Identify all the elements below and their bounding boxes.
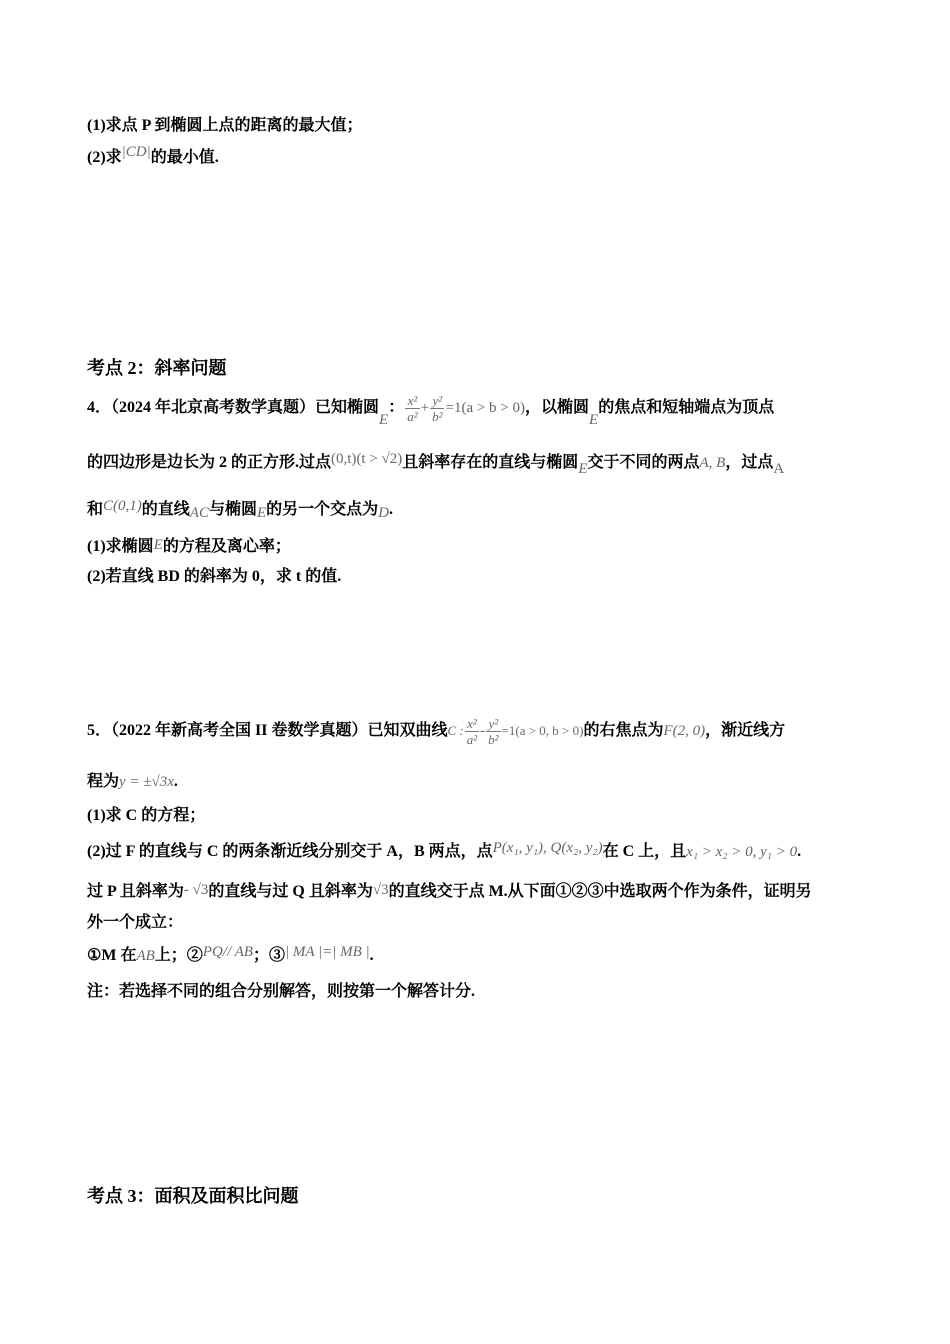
p3-question-2: (2)求|CD|的最小值. [87, 144, 219, 166]
p4-question-2: (2)若直线 BD 的斜率为 0，求 t 的值. [87, 568, 342, 585]
p3-question-1: (1)求点 P 到椭圆上点的距离的最大值； [87, 117, 363, 134]
section-heading-2: 考点 2：斜率问题 [87, 358, 227, 378]
fraction-y2-b2-hyperbola: $\frac{\text{y²}}{\text{b²}}$ [488, 716, 499, 747]
fraction-x2-a2-hyperbola: $\frac{\text{x²}}{\text{a²}}$ [466, 716, 478, 747]
fraction-y2-b2: $\frac{\text{y²}}{\text{b²}}$ [432, 393, 443, 424]
p5-question-2: (2)过 F 的直线与 C 的两条渐近线分别交于 A，B 两点，点P(x₁, y₁), Q(x₂, y₂)在 C 上，且x₁ > x₂ > 0, y₁ > 0. [87, 840, 802, 860]
section-heading-3: 考点 3：面积及面积比问题 [87, 1186, 299, 1206]
p5-conditions: ①M 在AB上；②PQ// AB；③| MA |=| MB |. [87, 944, 374, 964]
p4-question-1: (1)求椭圆E的方程及离心率； [87, 537, 291, 555]
p4-line-3: 和C(0,1)的直线AC与椭圆E的另一个交点为D. [87, 498, 393, 521]
p5-note: 注：若选择不同的组合分别解答，则按第一个解答计分. [87, 983, 476, 1000]
p5-line-2: 程为y = ±√3x. [87, 773, 178, 790]
p5-line-4: 过 P 且斜率为- √3的直线与过 Q 且斜率为√3的直线交于点 M.从下面①②③中选取两个作为条件，证明另 [87, 882, 812, 900]
p4-line-2: 的四边形是边长为 2 的正方形.过点(0,t)(t > √2)且斜率存在的直线与椭圆E交于不同的两点A, B，过点A [87, 451, 785, 477]
p5-line-5: 外一个成立： [87, 914, 184, 931]
p4-line-1: 4．（2024 年北京高考数学真题）已知椭圆E： $\frac{\text{x²}}{\text{a²}}$ + $\frac{\text{y²}}{\text{b²}}$ =1(a > b > 0)，以椭圆E的焦点和短轴端点为顶点 [87, 393, 775, 429]
math-CD: |CD| [121, 144, 151, 160]
fraction-x2-a2: $\frac{\text{x²}}{\text{a²}}$ [407, 393, 418, 424]
p5-question-1: (1)求 C 的方程； [87, 807, 206, 824]
p5-line-1: 5．（2022 年新高考全国 II 卷数学真题）已知双曲线C : $\frac{\text{x²}}{\text{a²}}$ - $\frac{\text{y²}}{\text{b²}}$ =1(a > 0, b > 0)的右焦点为F(2, 0)，渐近线方 [87, 716, 786, 747]
